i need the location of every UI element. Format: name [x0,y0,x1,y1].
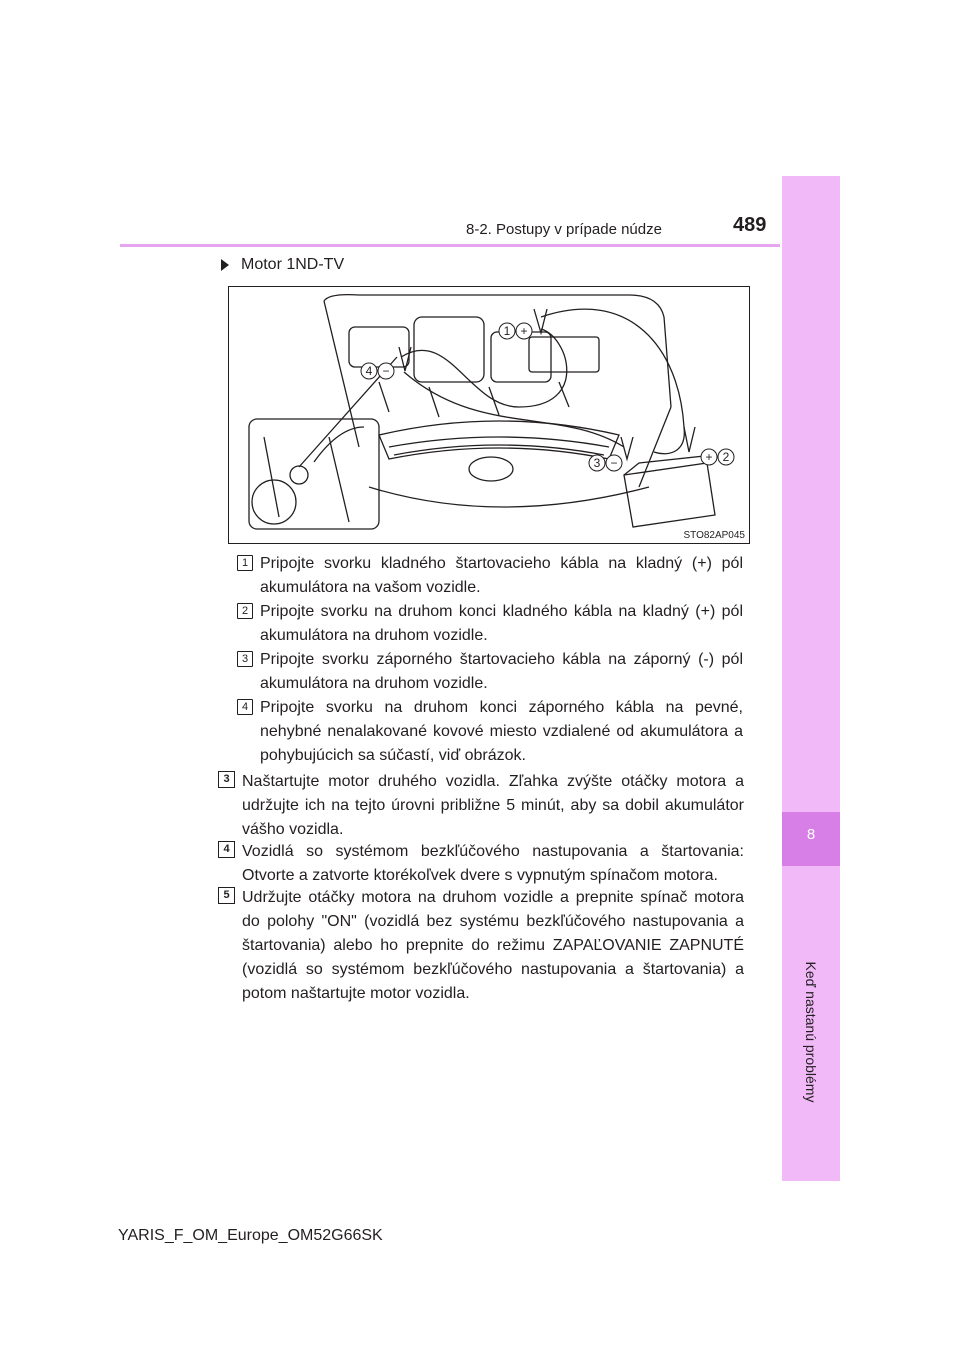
grille-lines [389,437,609,455]
step-text: Vozidlá so systémom bezkľúčového nastupovania a štartovania: Otvorte a zatvorte ktorékoľvek dvere s vypnutým spínačom motora. [242,843,744,884]
chapter-number: 8 [806,826,816,843]
substep-number: 3 [237,651,253,667]
fender-right [639,407,671,487]
step-3 [218,770,744,842]
booster-battery-top [624,455,714,475]
svg-text:−: − [382,364,390,378]
substep-number: 1 [237,555,253,571]
clamp [534,309,547,333]
step-5 [218,886,744,1006]
substep-number: 2 [237,603,253,619]
svg-text:+: + [705,450,713,464]
fender-left [324,301,359,447]
triangle-bullet-icon [221,259,229,271]
engine-bay-drawing [229,287,749,543]
svg-text:+: + [520,324,528,338]
hood-outline [324,295,671,407]
header-rule [120,244,780,247]
substep-text: Pripojte svorku záporného štartovacieho kábla na záporný (-) pól akumulátora na druhom vozidle. [260,651,743,692]
inset-arrow [314,427,364,462]
header-section-title: 8-2. Postupy v prípade núdze [466,221,662,238]
chapter-title: Keď nastanú problémy [803,961,819,1103]
ground-bolt [290,466,308,484]
step-number: 3 [218,771,235,788]
svg-text:1: 1 [503,324,511,338]
jump-start-illustration [228,286,750,544]
section-title: Motor 1ND-TV [241,256,345,273]
engine-part [491,332,551,382]
booster-battery [624,463,715,527]
substep-2 [237,600,743,648]
substep-1 [237,552,743,600]
substep-text: Pripojte svorku kladného štartovacieho kábla na kladný (+) pól akumulátora na vašom vozidle. [260,555,743,596]
emblem [469,457,513,481]
substep-text: Pripojte svorku na druhom konci kladného kábla na kladný (+) pól akumulátora na druhom vozidle. [260,603,743,644]
section-heading [221,256,344,274]
substep-text: Pripojte svorku na druhom konci záporného kábla na pevné, nehybné nenalakované kovové miesto vzdialené od akumulátora a pohybujúcich sa súčastí, viď obrázok. [260,699,743,764]
substep-4 [237,696,743,768]
detail-inset [249,419,379,529]
callout-3 [589,455,622,471]
step-text: Naštartujte motor druhého vozidla. Zľahka zvýšte otáčky motora a udržujte ich na tejto úrovni približne 5 minút, aby sa dobil akumulátor vášho vozidla. [242,773,744,838]
substep-number: 4 [237,699,253,715]
svg-text:−: − [610,456,618,470]
engine-detail-lines [379,382,569,417]
callout-4 [361,363,394,379]
engine-part [349,327,409,367]
step-4 [218,840,744,888]
positive-cable [541,309,684,454]
svg-text:2: 2 [722,450,730,464]
substep-3 [237,648,743,696]
callout-2 [701,449,734,465]
svg-text:4: 4 [365,364,373,378]
step-number: 4 [218,841,235,858]
bumper [369,487,649,507]
footer-doc-id: YARIS_F_OM_Europe_OM52G66SK [118,1227,383,1244]
step-text: Udržujte otáčky motora na druhom vozidle a prepnite spínač motora do polohy "ON" (vozidlá bez systému bezkľúčového nastupovania a štartovania) alebo ho prepnite do režimu ZAPAĽOVANIE ZAPNUTÉ (vozidlá so systémom bezkľúčového nastupovania a štartovania) a potom naštartujte motor vozidla. [242,889,744,1002]
engine-block [414,317,484,382]
grille [379,421,619,459]
svg-text:3: 3 [593,456,601,470]
step-number: 5 [218,887,235,904]
clamp [621,437,633,459]
inset-reservoir [252,480,296,524]
clamp [684,427,695,452]
figure-code: STO82AP045 [683,530,745,541]
page-number: 489 [733,214,767,236]
callout-1 [499,323,532,339]
